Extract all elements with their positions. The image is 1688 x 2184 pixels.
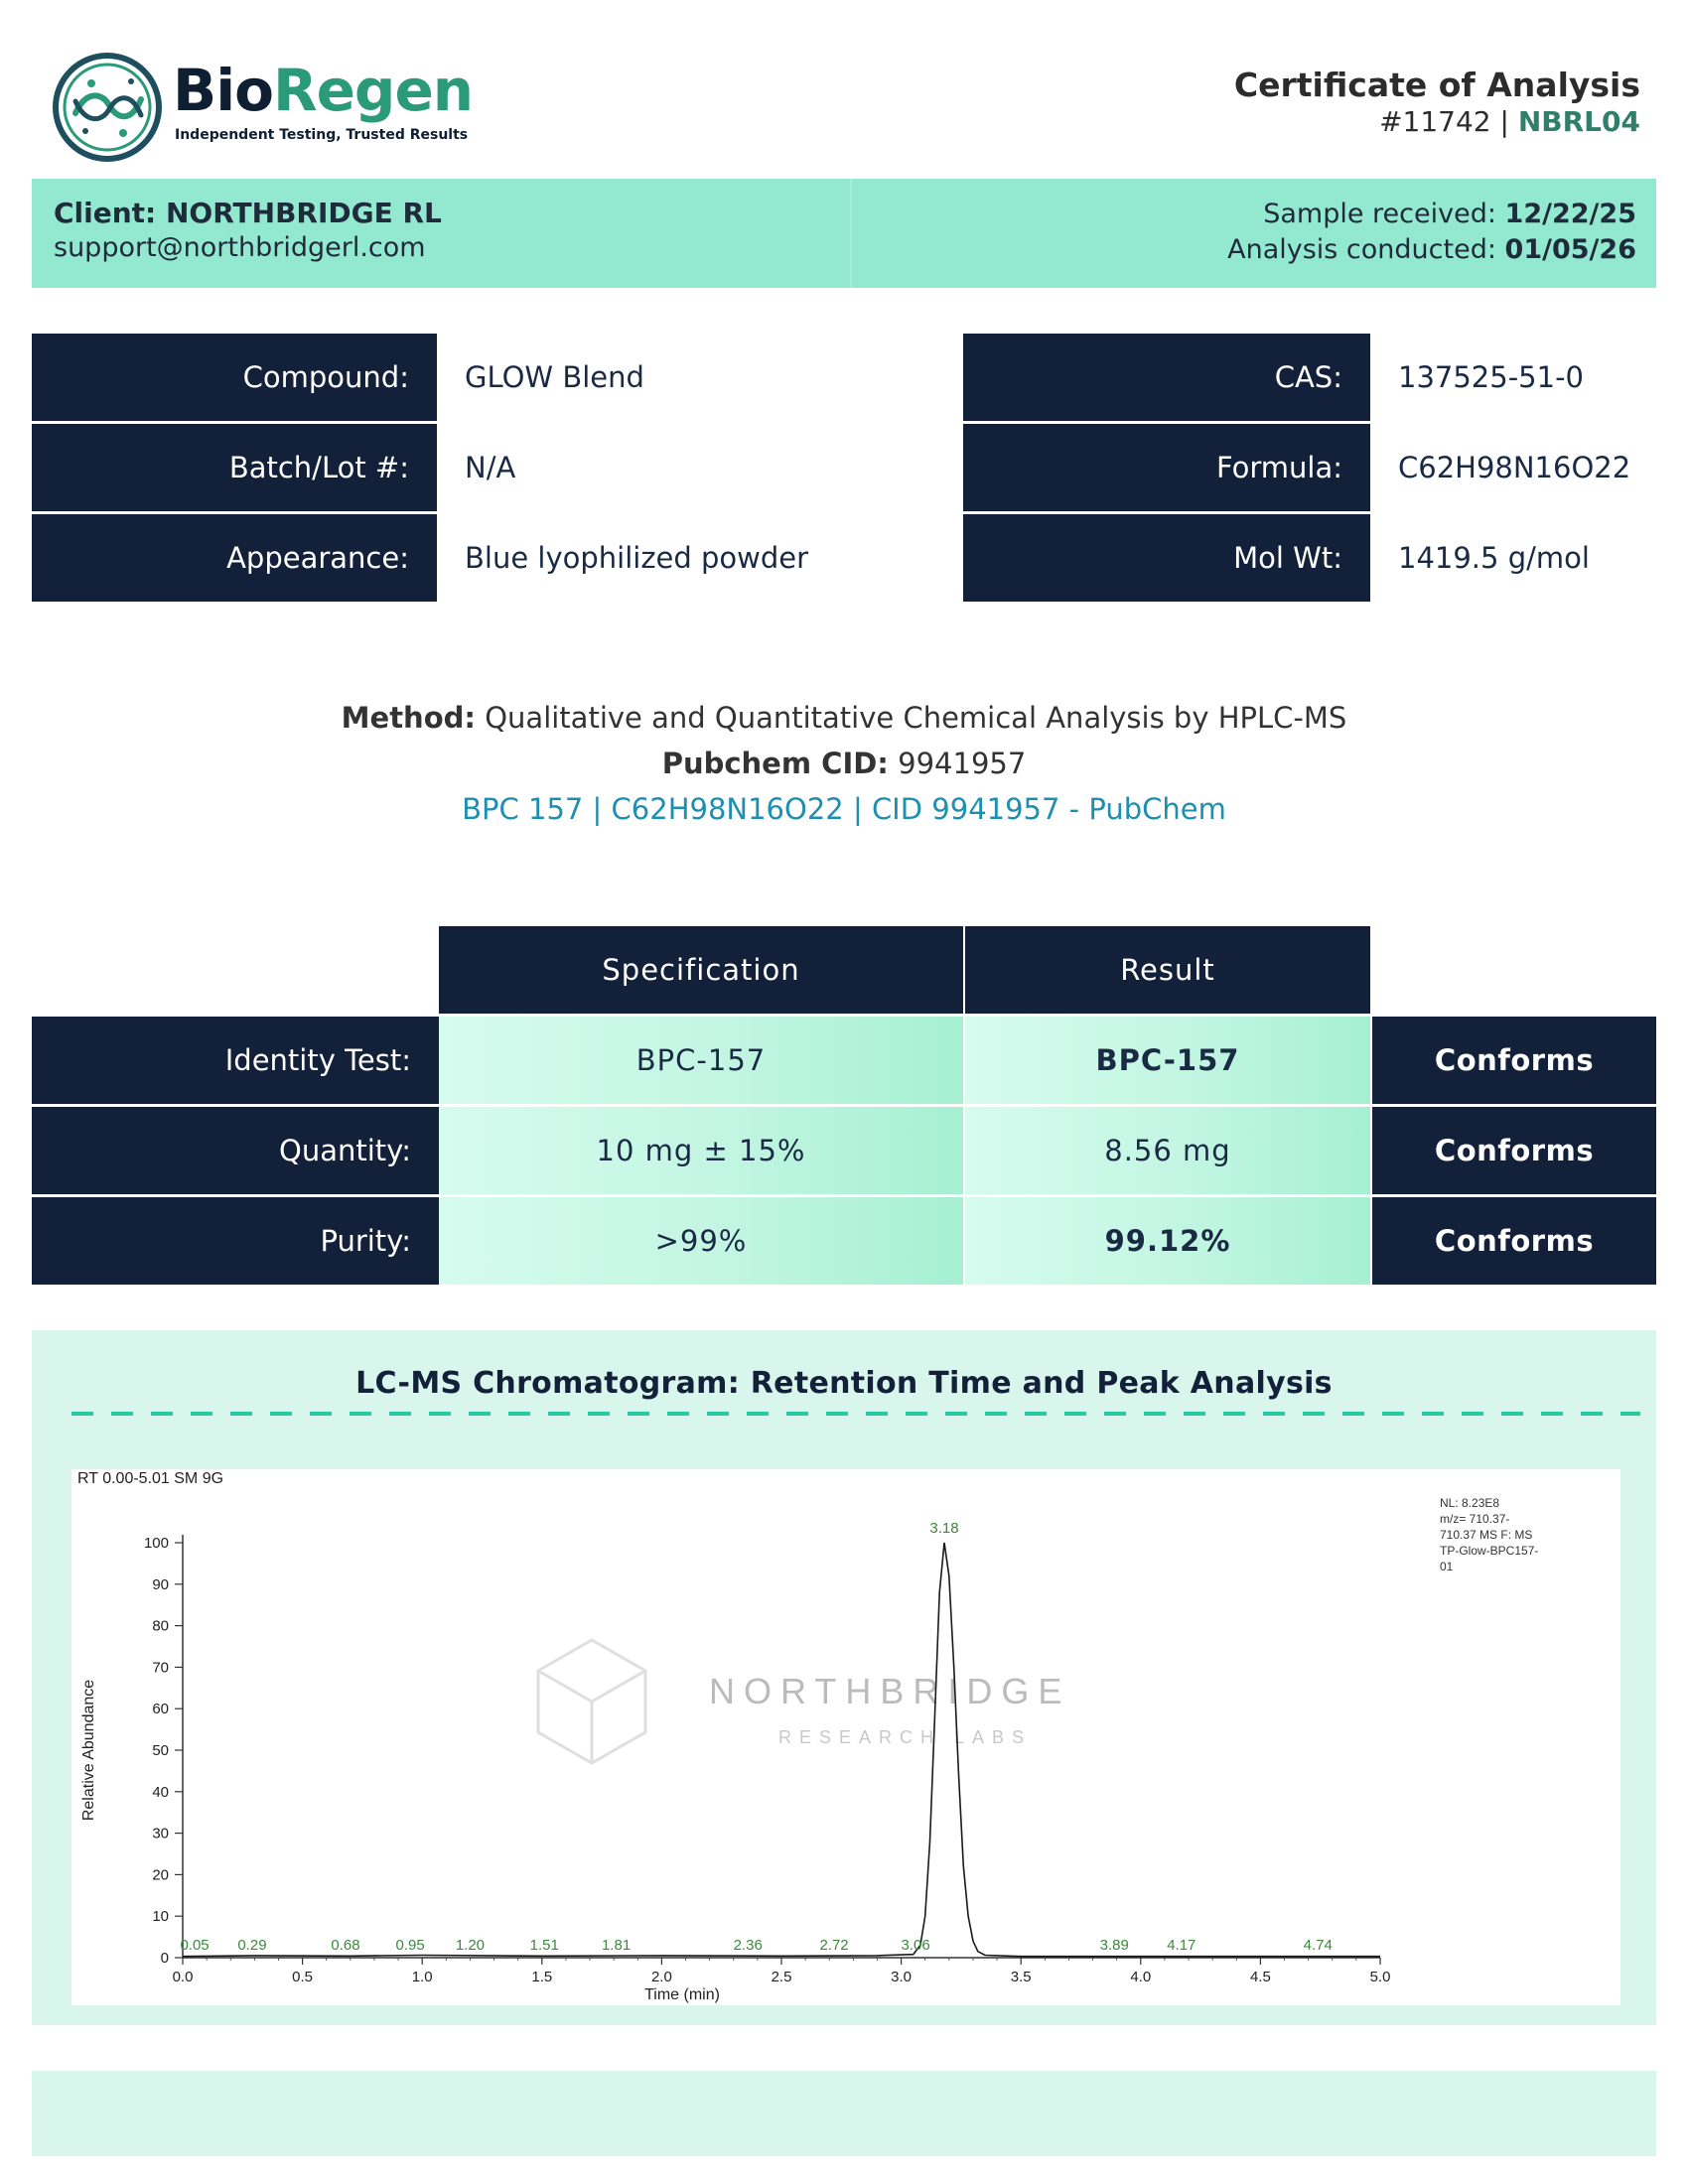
quantity-status: Conforms	[1372, 1107, 1656, 1194]
x-tick-label: 3.0	[891, 1969, 913, 1985]
appearance-value: Blue lyophilized powder	[465, 541, 809, 575]
x-axis-title: Time (min)	[644, 1986, 720, 2003]
method-label: Method:	[341, 701, 476, 735]
compound-value: GLOW Blend	[465, 360, 644, 394]
cert-code: NBRL04	[1517, 105, 1640, 138]
y-tick-label: 30	[152, 1825, 169, 1843]
peak-label: 3.89	[1099, 1937, 1129, 1954]
certificate-number	[1379, 105, 1640, 138]
x-tick-label: 4.5	[1249, 1969, 1271, 1985]
chromatogram-panel	[32, 1330, 1656, 2025]
chromatogram-info-line: 01	[1440, 1560, 1454, 1573]
identity-test-spec: BPC-157	[439, 1017, 963, 1104]
x-tick-label: 1.0	[411, 1969, 433, 1985]
brand-bio: Bio	[173, 57, 273, 124]
client-name-value: NORTHBRIDGE RL	[166, 197, 442, 229]
client-label: Client:	[54, 197, 157, 229]
method-line	[0, 701, 1688, 735]
peak-label: 3.06	[901, 1937, 930, 1954]
peak-label: 0.05	[180, 1937, 210, 1954]
chromatogram-trace	[183, 1543, 1380, 1957]
compound-label: Compound:	[32, 334, 437, 421]
pubchem-cid-value: 9941957	[898, 747, 1027, 780]
y-tick-label: 70	[152, 1659, 169, 1677]
x-tick-label: 4.0	[1130, 1969, 1152, 1985]
title-dashed-divider	[71, 1412, 1640, 1416]
peak-label: 1.81	[601, 1937, 632, 1954]
peak-label: 2.36	[733, 1937, 763, 1954]
x-tick-label: 2.5	[771, 1969, 792, 1985]
client-name	[54, 197, 442, 229]
y-tick-label: 10	[152, 1908, 169, 1926]
peak-label: 0.29	[237, 1937, 267, 1954]
sample-received-date: 12/22/25	[1504, 199, 1636, 229]
quantity-result: 8.56 mg	[965, 1107, 1370, 1194]
bioregen-logo-icon	[52, 52, 163, 163]
purity-spec: >99%	[439, 1197, 963, 1285]
analysis-conducted-label: Analysis conducted:	[1227, 234, 1496, 265]
chromatogram-chart	[71, 1469, 1620, 2005]
chromatogram-plot-area	[71, 1469, 1620, 2005]
formula-label: Formula:	[963, 424, 1370, 511]
watermark-hexagon-icon	[538, 1640, 645, 1763]
y-axis-title: Relative Abundance	[80, 1679, 97, 1822]
formula-value: C62H98N16O22	[1398, 451, 1631, 484]
peak-label: 4.74	[1303, 1937, 1333, 1954]
identity-test-label: Identity Test:	[32, 1017, 439, 1104]
purity-label: Purity:	[32, 1197, 439, 1285]
method-text: Qualitative and Quantitative Chemical Analysis by HPLC-MS	[485, 701, 1347, 735]
peak-label: 1.51	[529, 1937, 559, 1954]
mol-wt-label: Mol Wt:	[963, 514, 1370, 602]
sample-received	[1263, 199, 1636, 229]
y-tick-label: 50	[152, 1742, 169, 1759]
x-tick-label: 0.0	[172, 1969, 194, 1985]
watermark-name: NORTHBRIDGE	[709, 1671, 1071, 1711]
chromatogram-info-line: m/z= 710.37-	[1440, 1512, 1510, 1526]
mol-wt-value: 1419.5 g/mol	[1398, 541, 1590, 575]
y-tick-label: 90	[152, 1575, 169, 1593]
footer-band	[32, 2071, 1656, 2156]
specification-header: Specification	[439, 926, 963, 1014]
chromatogram-info-line: NL: 8.23E8	[1440, 1496, 1500, 1510]
cas-value: 137525-51-0	[1398, 360, 1584, 394]
x-tick-label: 0.5	[292, 1969, 314, 1985]
x-tick-label: 1.5	[531, 1969, 553, 1985]
peak-label: 0.68	[331, 1937, 360, 1954]
quantity-spec: 10 mg ± 15%	[439, 1107, 963, 1194]
chromatogram-info-line: 710.37 MS F: MS	[1440, 1528, 1533, 1542]
y-tick-label: 60	[152, 1701, 169, 1718]
y-tick-label: 80	[152, 1617, 169, 1635]
pubchem-link[interactable]: BPC 157 | C62H98N16O22 | CID 9941957 - PubChem	[462, 792, 1226, 826]
batch-lot-value: N/A	[465, 451, 516, 484]
cert-separator: |	[1490, 105, 1518, 138]
identity-test-result: BPC-157	[965, 1017, 1370, 1104]
brand-name	[173, 56, 473, 125]
analysis-conducted-date: 01/05/26	[1504, 234, 1636, 265]
peak-label: 1.20	[455, 1937, 486, 1954]
sample-received-label: Sample received:	[1263, 199, 1496, 229]
chromatogram-title: LC-MS Chromatogram: Retention Time and Peak Analysis	[355, 1366, 1333, 1401]
analysis-conducted	[1227, 234, 1636, 265]
peak-label: 0.95	[395, 1937, 425, 1954]
chromatogram-header-text: RT 0.00-5.01 SM 9G	[77, 1470, 224, 1487]
x-tick-label: 3.5	[1010, 1969, 1032, 1985]
batch-lot-label: Batch/Lot #:	[32, 424, 437, 511]
y-tick-label: 100	[143, 1535, 169, 1552]
y-tick-label: 0	[160, 1950, 169, 1967]
peak-label: 4.17	[1167, 1937, 1196, 1954]
watermark-subtitle: RESEARCH LABS	[778, 1727, 1033, 1747]
brand-tagline: Independent Testing, Trusted Results	[175, 127, 469, 143]
quantity-label: Quantity:	[32, 1107, 439, 1194]
cas-label: CAS:	[963, 334, 1370, 421]
y-tick-label: 40	[152, 1783, 169, 1801]
y-tick-label: 20	[152, 1866, 169, 1884]
client-email: support@northbridgerl.com	[54, 232, 426, 263]
client-band-divider	[850, 179, 852, 288]
result-header: Result	[965, 926, 1370, 1014]
document-title: Certificate of Analysis	[1233, 66, 1640, 104]
purity-status: Conforms	[1372, 1197, 1656, 1285]
x-tick-label: 2.0	[650, 1969, 672, 1985]
brand-regen: Regen	[272, 57, 474, 124]
identity-test-status: Conforms	[1372, 1017, 1656, 1104]
purity-result: 99.12%	[965, 1197, 1370, 1285]
x-tick-label: 5.0	[1369, 1969, 1391, 1985]
appearance-label: Appearance:	[32, 514, 437, 602]
chromatogram-info-line: TP-Glow-BPC157-	[1440, 1544, 1539, 1558]
pubchem-cid-label: Pubchem CID:	[661, 747, 889, 780]
cert-number: #11742	[1379, 105, 1491, 138]
client-band	[32, 179, 1656, 288]
peak-label: 3.18	[929, 1520, 959, 1537]
peak-label: 2.72	[819, 1937, 849, 1954]
pubchem-line	[0, 747, 1688, 780]
